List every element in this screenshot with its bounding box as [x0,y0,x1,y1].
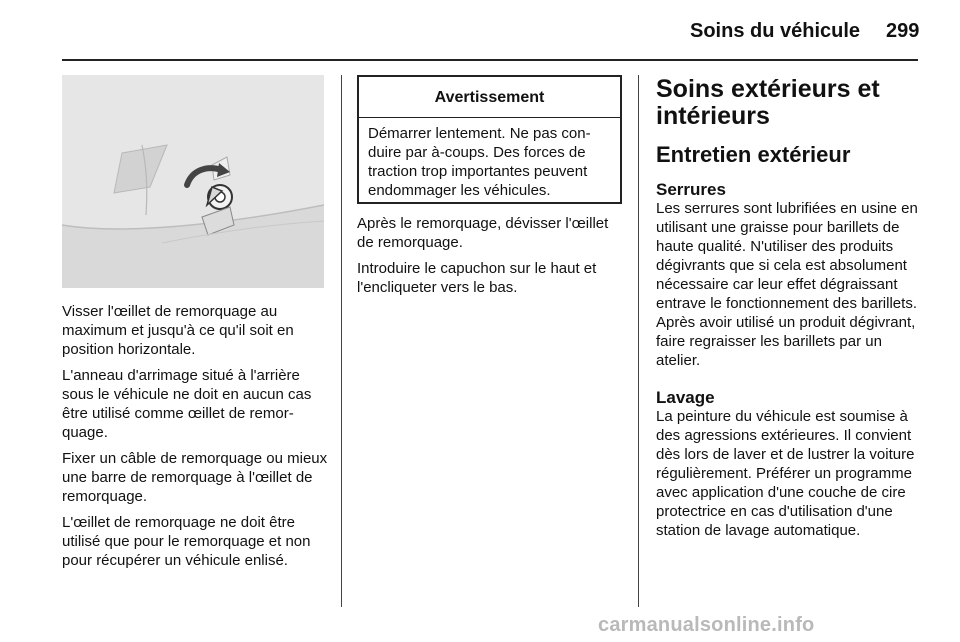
towing-eye-illustration [62,75,324,288]
locks-heading: Serrures [656,180,726,199]
left-column-text [62,302,332,577]
middle-paragraph-2: Introduire le capuchon sur le haut et l'encliqueter vers le bas. [357,260,597,296]
header-rule [62,59,918,61]
section-title: Soins extérieurs et intérieurs [656,75,880,130]
page-header-title: Soins du véhicule [690,20,861,42]
subsection-title: Entretien extérieur [656,142,851,167]
wash-paragraph: La peinture du véhicule est soumise à des agressions extérieures. Il convient dès lors de laver et de lustrer la voiture régulièrement. Préférer un programme avec application d'une couche de cire protectrice en cas d'utilisation d'une station de lavage automatique. [656,408,915,539]
warning-text: Démarrer lentement. Ne pas conduire par à-coups. Des forces de traction trop importantes peuvent endommager les véhicules. [368,125,591,199]
right-column-text [656,180,926,547]
left-paragraph-3: Fixer un câble de remorquage ou mieux une barre de remorquage à l'œillet de remorquage. [62,450,328,505]
middle-paragraph-1: Après le remorquage, dévisser l'œillet de remorquage. [357,215,609,251]
warning-box [357,75,622,204]
watermark: carmanualsonline.info [598,614,815,636]
left-paragraph-4: L'œillet de remorquage ne doit être utilisé que pour le remorquage et non pour récupérer un véhicule enlisé. [62,514,311,569]
column-divider-right [638,75,639,607]
towing-eye-icon [62,75,324,288]
middle-column-text [357,214,622,304]
locks-paragraph: Les serrures sont lubrifiées en usine en utilisant une graisse pour barillets de haute qualité. N'utiliser des produits dégivrants que si cela est absolument nécessaire car leur effet dégraissant entrave le fonctionnement des barillets. Après avoir utilisé un produit dégivrant, faire regraisser les barillets par un atelier. [656,200,918,369]
page-number: 299 [886,20,920,42]
left-paragraph-1: Visser l'œillet de remorquage au maximum et jusqu'à ce qu'il soit en position horizontale. [62,303,294,358]
wash-heading: Lavage [656,388,715,407]
left-paragraph-2: L'anneau d'arrimage situé à l'arrière sous le véhicule ne doit en aucun cas être utilisé comme œillet de remorquage. [62,367,312,441]
column-divider-left [341,75,342,607]
warning-title: Avertissement [359,77,620,118]
